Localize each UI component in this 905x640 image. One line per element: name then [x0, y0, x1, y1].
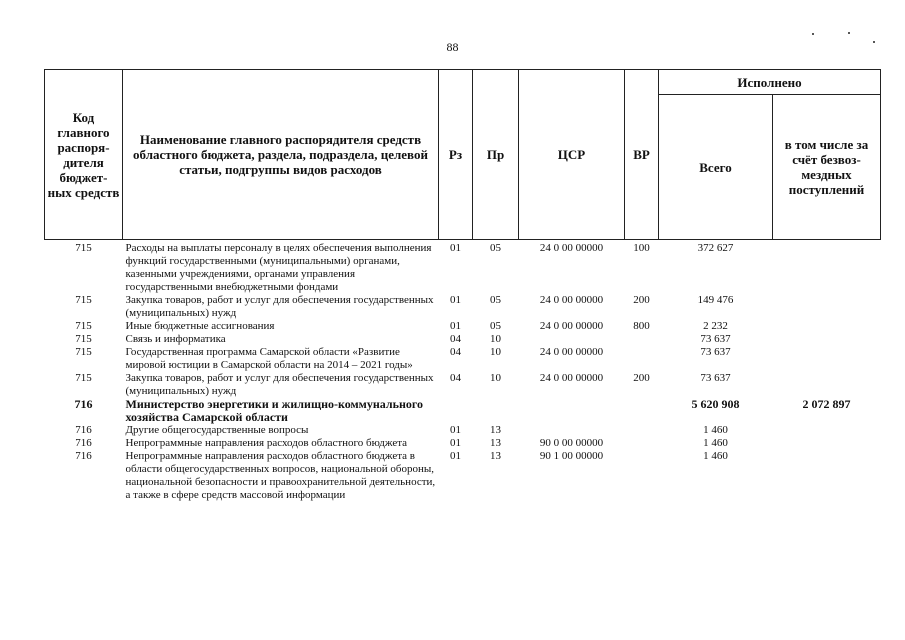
cell-pr: 13 [490, 424, 501, 436]
table-row [45, 294, 881, 320]
header-gratuitous: в том числе за счёт безвоз- мездных поступлений [773, 95, 881, 240]
cell-total: 2 232 [703, 320, 728, 332]
cell-code: 716 [75, 437, 92, 449]
table-row [45, 437, 881, 450]
cell-pr: 05 [490, 242, 501, 254]
table-body [45, 240, 881, 503]
cell-code: 715 [75, 372, 92, 384]
cell-code: 716 [75, 424, 92, 436]
cell-total: 1 460 [703, 450, 728, 462]
cell-total: 149 476 [697, 294, 734, 306]
cell-name: Непрограммные направления расходов областного бюджета [125, 437, 408, 449]
header-csr: ЦСР [519, 70, 625, 240]
cell-code: 715 [75, 333, 92, 345]
cell-vr [625, 398, 659, 424]
cell-csr [519, 398, 625, 424]
cell-vr: 100 [633, 242, 650, 254]
cell-pr: 05 [490, 320, 501, 332]
cell-rz: 04 [450, 333, 461, 345]
cell-rz: 01 [450, 294, 461, 306]
cell-csr: 90 1 00 00000 [539, 450, 604, 462]
table-row [45, 372, 881, 398]
cell-name: Непрограммные направления расходов областного бюджета в области общегосударственных вопросов, национальной обороны, национальной безопасности и правоохранительной деятельности, а также в сфере средств массовой информации [125, 450, 436, 501]
cell-csr [519, 424, 625, 437]
cell-rz [439, 398, 473, 424]
header-vr: ВР [625, 70, 659, 240]
scan-speck [873, 41, 875, 43]
cell-total: 5 620 908 [691, 397, 740, 411]
cell-gratuitous [773, 450, 881, 502]
cell-code: 715 [75, 294, 92, 306]
cell-gratuitous: 2 072 897 [802, 397, 851, 411]
cell-rz: 01 [450, 450, 461, 462]
cell-name: Министерство энергетики и жилищно-коммунального хозяйства Самарской области [125, 397, 424, 424]
cell-rz: 04 [450, 372, 461, 384]
header-rz: Рз [439, 70, 473, 240]
cell-vr [625, 437, 659, 450]
cell-name: Другие общегосударственные вопросы [125, 424, 309, 436]
table-row [45, 424, 881, 437]
cell-csr: 90 0 00 00000 [539, 437, 604, 449]
cell-gratuitous [773, 372, 881, 398]
table-row [45, 240, 881, 295]
header-total: Всего [659, 95, 773, 240]
cell-gratuitous [773, 294, 881, 320]
cell-rz: 01 [450, 437, 461, 449]
cell-rz: 04 [450, 346, 461, 358]
table-row [45, 398, 881, 424]
cell-pr: 13 [490, 450, 501, 462]
cell-vr [625, 450, 659, 502]
cell-pr: 10 [490, 346, 501, 358]
cell-pr [473, 398, 519, 424]
cell-code: 715 [75, 320, 92, 332]
cell-vr [625, 424, 659, 437]
budget-table [44, 69, 881, 502]
header-pr: Пр [473, 70, 519, 240]
cell-name: Государственная программа Самарской области «Развитие мировой юстиции в Самарской области на 2014 – 2021 годы» [125, 346, 413, 371]
cell-total: 73 637 [700, 372, 731, 384]
cell-name: Связь и информатика [125, 333, 226, 345]
table-row [45, 333, 881, 346]
cell-code: 715 [75, 346, 92, 358]
scan-speck [812, 33, 814, 35]
cell-total: 1 460 [703, 437, 728, 449]
header-code: Код главного распоря- дителя бюджет- ных средств [45, 70, 123, 240]
cell-vr: 800 [633, 320, 650, 332]
cell-name: Закупка товаров, работ и услуг для обеспечения государственных (муниципальных) нужд [125, 372, 434, 397]
header-executed: Исполнено [659, 70, 881, 95]
cell-vr [625, 346, 659, 372]
cell-gratuitous [773, 240, 881, 295]
cell-csr: 24 0 00 00000 [539, 320, 604, 332]
cell-vr: 200 [633, 294, 650, 306]
cell-pr: 10 [490, 372, 501, 384]
header-name: Наименование главного распорядителя средств областного бюджета, раздела, подраздела, целевой статьи, подгруппы видов расходов [123, 70, 439, 240]
cell-gratuitous [773, 320, 881, 333]
cell-csr: 24 0 00 00000 [539, 372, 604, 384]
cell-csr: 24 0 00 00000 [539, 346, 604, 358]
scan-speck [848, 32, 850, 34]
cell-gratuitous [773, 346, 881, 372]
cell-rz: 01 [450, 242, 461, 254]
cell-gratuitous [773, 424, 881, 437]
cell-code: 716 [74, 397, 93, 411]
cell-pr: 10 [490, 333, 501, 345]
cell-total: 73 637 [700, 346, 731, 358]
table-row [45, 346, 881, 372]
cell-rz: 01 [450, 320, 461, 332]
cell-total: 1 460 [703, 424, 728, 436]
cell-rz: 01 [450, 424, 461, 436]
cell-total: 372 627 [697, 242, 734, 254]
cell-name: Расходы на выплаты персоналу в целях обеспечения выполнения функций государственными (муниципальными) органами, казенными учреждениями, органами управления государственными внебюджетными фондами [125, 242, 432, 293]
cell-csr: 24 0 00 00000 [539, 242, 604, 254]
cell-vr [625, 333, 659, 346]
table-row [45, 450, 881, 502]
page-number: 88 [446, 40, 459, 54]
cell-gratuitous [773, 437, 881, 450]
cell-code: 716 [75, 450, 92, 462]
cell-pr: 05 [490, 294, 501, 306]
cell-vr: 200 [633, 372, 650, 384]
cell-code: 715 [75, 242, 92, 254]
cell-total: 73 637 [700, 333, 731, 345]
cell-pr: 13 [490, 437, 501, 449]
cell-csr: 24 0 00 00000 [539, 294, 604, 306]
cell-csr [519, 333, 625, 346]
table-row [45, 320, 881, 333]
cell-gratuitous [773, 333, 881, 346]
cell-name: Иные бюджетные ассигнования [125, 320, 275, 332]
cell-name: Закупка товаров, работ и услуг для обеспечения государственных (муниципальных) нужд [125, 294, 434, 319]
